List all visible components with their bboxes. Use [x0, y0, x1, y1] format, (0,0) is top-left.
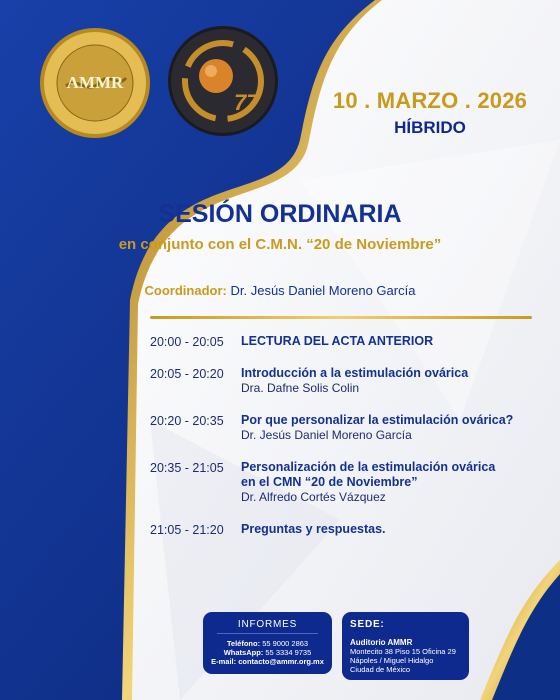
event-modality: HÍBRIDO	[394, 118, 466, 137]
agenda-time: 20:05 - 20:20	[150, 367, 224, 381]
venue-address-3: Ciudad de México	[350, 665, 411, 674]
coordinator-label: Coordinador:	[144, 283, 227, 298]
venue-heading: SEDE:	[350, 619, 385, 630]
agenda-speaker: Dr. Alfredo Cortés Vázquez	[241, 490, 386, 504]
phone-value[interactable]: 55 9000 2863	[262, 639, 309, 648]
agenda-topic-line2: en el CMN “20 de Noviembre”	[241, 475, 418, 489]
agenda-item	[150, 522, 550, 537]
info-email	[203, 657, 332, 666]
coordinator-name: Dr. Jesús Daniel Moreno García	[230, 283, 416, 298]
email-label: E-mail:	[211, 657, 237, 666]
ammr-logo-text: AMMR	[66, 73, 124, 92]
agenda-topic: LECTURA DEL ACTA ANTERIOR	[241, 334, 434, 348]
agenda-time: 20:20 - 20:35	[150, 414, 224, 428]
agenda	[150, 334, 550, 554]
whatsapp-value[interactable]: 55 3334 9735	[265, 648, 312, 657]
agenda-time: 20:00 - 20:05	[150, 335, 224, 349]
whatsapp-label: WhatsApp:	[223, 648, 264, 657]
agenda-speaker: Dr. Jesús Daniel Moreno García	[241, 428, 412, 442]
email-link[interactable]: contacto@ammr.org.mx	[238, 657, 324, 666]
agenda-topic: Preguntas y respuestas.	[241, 522, 386, 536]
agenda-topic: Introducción a la estimulación ovárica	[241, 366, 469, 380]
agenda-item	[150, 413, 550, 443]
info-whatsapp	[203, 648, 332, 657]
agenda-time: 21:05 - 21:20	[150, 523, 224, 537]
agenda-item	[150, 334, 550, 349]
session-title: SESIÓN ORDINARIA	[158, 200, 402, 228]
venue-address-1: Montecito 38 Piso 15 Oficina 29	[350, 647, 456, 656]
event-date: 10 . MARZO . 2026	[332, 88, 528, 113]
phone-label: Teléfono:	[226, 639, 261, 648]
agenda-speaker: Dra. Dafne Solis Colin	[241, 381, 360, 395]
gold-divider	[150, 316, 532, 319]
agenda-item	[150, 366, 550, 396]
session-subtitle: en conjunto con el C.M.N. “20 de Noviembre”	[118, 236, 442, 253]
info-heading: INFORMES	[217, 612, 318, 634]
ammr-logo	[38, 26, 152, 140]
agenda-time: 20:35 - 21:05	[150, 461, 224, 475]
info-phone	[203, 639, 332, 648]
venue-name: Auditorio AMMR	[350, 638, 413, 647]
venue-box	[342, 612, 469, 680]
info-box	[203, 612, 332, 674]
anniversary-logo	[166, 24, 280, 138]
anniversary-number: 77	[234, 90, 259, 115]
agenda-item	[150, 460, 550, 505]
venue-address-2: Nápoles / Miguel Hidalgo	[350, 656, 434, 665]
agenda-topic: Por que personalizar la estimulación ovárica?	[241, 413, 514, 427]
coordinator	[0, 283, 560, 298]
agenda-topic: Personalización de la estimulación ovárica	[241, 460, 496, 474]
